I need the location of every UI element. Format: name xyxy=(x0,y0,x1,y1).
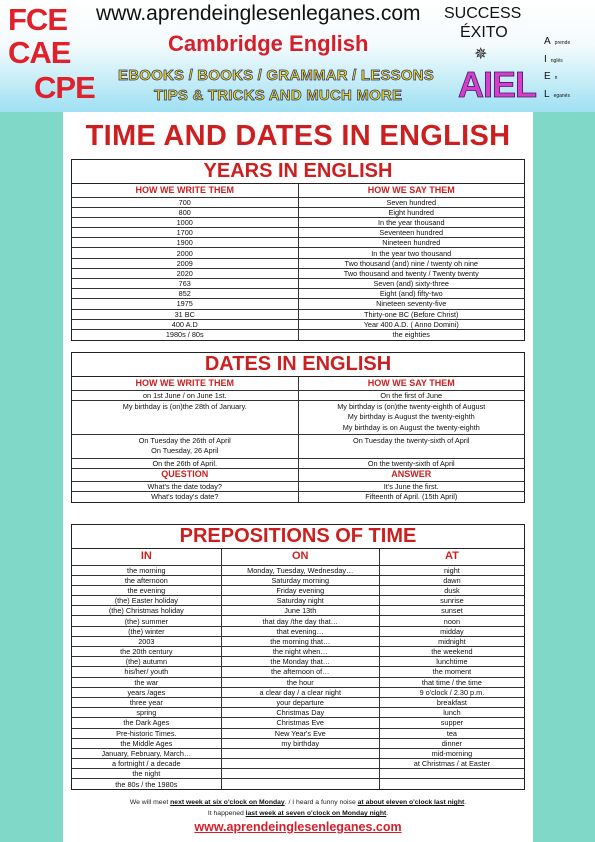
example-highlight: last week at seven o'clock on Monday night xyxy=(245,810,387,817)
table-row xyxy=(72,390,524,400)
example-highlight: next week at six o'clock on Monday xyxy=(170,799,285,806)
table-cell: dawn xyxy=(379,575,524,585)
exito-label: ÉXITO xyxy=(460,24,508,41)
acronym-l: Leganés xyxy=(544,89,570,100)
table-cell: My birthday is (on)the 28th of January. xyxy=(72,400,298,434)
table-row xyxy=(72,434,524,458)
table-cell xyxy=(221,759,379,769)
table-row xyxy=(72,708,524,718)
dates-col-answer: ANSWER xyxy=(298,468,524,481)
table-cell: In the year thousand xyxy=(298,217,524,227)
table-row xyxy=(72,329,524,339)
table-cell: 2020 xyxy=(72,268,298,278)
exam-fce: FCE xyxy=(8,2,67,37)
dates-col-write: HOW WE WRITE THEM xyxy=(72,377,298,390)
table-cell: June 13th xyxy=(221,606,379,616)
table-cell: Eight hundred xyxy=(298,207,524,217)
prepositions-heading: PREPOSITIONS OF TIME xyxy=(72,525,524,549)
exam-cpe: CPE xyxy=(34,70,95,105)
table-cell xyxy=(379,779,524,789)
example-text: . / I heard a funny noise xyxy=(284,799,358,806)
table-cell: 2009 xyxy=(72,258,298,268)
table-cell: 1700 xyxy=(72,228,298,238)
table-cell: the night xyxy=(72,769,221,779)
example-highlight: at about eleven o'clock last night xyxy=(357,799,465,806)
table-cell: Nineteen seventy-five xyxy=(298,299,524,309)
table-cell: the moment xyxy=(379,667,524,677)
table-cell: Two thousand (and) nine / twenty oh nine xyxy=(298,258,524,268)
table-cell: Monday, Tuesday, Wednesday… xyxy=(221,565,379,575)
table-cell: January, February, March… xyxy=(72,748,221,758)
table-cell: Seven hundred xyxy=(298,197,524,207)
example-text: . xyxy=(464,799,467,806)
table-cell: breakfast xyxy=(379,697,524,707)
table-row xyxy=(72,616,524,626)
table-cell: the Middle Ages xyxy=(72,738,221,748)
table-cell: 1975 xyxy=(72,299,298,309)
table-cell: the afternoon of… xyxy=(221,667,379,677)
table-cell: dinner xyxy=(379,738,524,748)
table-cell: dusk xyxy=(379,585,524,595)
table-row xyxy=(72,657,524,667)
table-cell: my birthday xyxy=(221,738,379,748)
table-cell: a fortnight / a decade xyxy=(72,759,221,769)
table-cell: On the twenty-sixth of April xyxy=(298,458,524,468)
table-cell: On the 26th of April. xyxy=(72,458,298,468)
table-row xyxy=(72,238,524,248)
table-row xyxy=(72,279,524,289)
table-cell: that day /the day that… xyxy=(221,616,379,626)
table-cell: On the first of June xyxy=(298,390,524,400)
table-row xyxy=(72,309,524,319)
table-cell: supper xyxy=(379,718,524,728)
exam-cae: CAE xyxy=(8,35,71,70)
col-at: AT xyxy=(379,549,524,565)
table-row xyxy=(72,248,524,258)
sun-icon: ✵ xyxy=(474,46,488,63)
prepositions-table xyxy=(72,549,524,789)
table-cell: midday xyxy=(379,626,524,636)
table-cell: New Year's Eve xyxy=(221,728,379,738)
table-cell: a clear day / a clear night xyxy=(221,687,379,697)
table-cell: the afternoon xyxy=(72,575,221,585)
years-col-write: HOW WE WRITE THEM xyxy=(72,184,298,197)
table-cell: sunrise xyxy=(379,596,524,606)
page-title: TIME AND DATES IN ENGLISH xyxy=(85,120,511,152)
table-cell: Saturday night xyxy=(221,596,379,606)
table-row xyxy=(72,299,524,309)
example-text: It happened xyxy=(207,810,246,817)
table-cell: the weekend xyxy=(379,647,524,657)
table-cell: sunset xyxy=(379,606,524,616)
dates-table xyxy=(72,377,524,502)
table-row xyxy=(72,268,524,278)
table-row xyxy=(72,492,524,502)
table-row xyxy=(72,636,524,646)
years-heading: YEARS IN ENGLISH xyxy=(72,160,524,184)
table-cell: (the) autumn xyxy=(72,657,221,667)
site-url-top[interactable]: www.aprendeinglesenleganes.com xyxy=(96,2,421,25)
table-cell: What's the date today? xyxy=(72,481,298,491)
table-cell: that evening… xyxy=(221,626,379,636)
years-section xyxy=(71,159,525,341)
acronym-e: En xyxy=(544,71,558,82)
aiel-logo: AIEL xyxy=(458,64,537,105)
table-row xyxy=(72,728,524,738)
table-cell: (the) Christmas holiday xyxy=(72,606,221,616)
table-cell: Eight (and) fifty-two xyxy=(298,289,524,299)
table-cell: Christmas Day xyxy=(221,708,379,718)
table-cell: Nineteen hundred xyxy=(298,238,524,248)
table-cell xyxy=(298,400,524,434)
table-row xyxy=(72,748,524,758)
dates-col-say: HOW WE SAY THEM xyxy=(298,377,524,390)
example-text: We will meet xyxy=(129,799,171,806)
site-url-footer[interactable]: www.aprendeinglesenleganes.com xyxy=(194,820,402,834)
date-variant: My birthday is (on)the twenty-eighth of August xyxy=(337,401,486,411)
cambridge-english-label: Cambridge English xyxy=(168,31,369,56)
table-row xyxy=(72,565,524,575)
dates-section xyxy=(71,352,525,503)
table-row xyxy=(72,207,524,217)
table-cell: the 20th century xyxy=(72,647,221,657)
table-cell: In the year two thousand xyxy=(298,248,524,258)
table-cell: 700 xyxy=(72,197,298,207)
table-row xyxy=(72,779,524,789)
table-row xyxy=(72,718,524,728)
table-cell: his/her/ youth xyxy=(72,667,221,677)
table-row xyxy=(72,197,524,207)
worksheet-page xyxy=(63,112,533,842)
date-variant: My birthday is on August the twenty-eighth xyxy=(342,422,480,432)
date-variant: On Tuesday, 26 April xyxy=(151,446,219,456)
table-cell: midnight xyxy=(379,636,524,646)
table-cell: Saturday morning xyxy=(221,575,379,585)
table-row xyxy=(72,217,524,227)
table-cell: the morning xyxy=(72,565,221,575)
table-cell: 763 xyxy=(72,279,298,289)
table-cell: the 80s / the 1980s xyxy=(72,779,221,789)
table-cell xyxy=(72,434,298,458)
table-row xyxy=(72,647,524,657)
header-banner xyxy=(0,0,595,112)
table-cell: the eighties xyxy=(298,329,524,339)
table-cell: (the) Easter holiday xyxy=(72,596,221,606)
table-cell xyxy=(221,779,379,789)
table-row xyxy=(72,289,524,299)
table-row xyxy=(72,769,524,779)
date-variant: On Tuesday the 26th of April xyxy=(138,435,231,445)
table-cell: your departure xyxy=(221,697,379,707)
col-in: IN xyxy=(72,549,221,565)
table-cell: 400 A.D xyxy=(72,319,298,329)
acronym-i: Inglés xyxy=(544,54,563,65)
table-cell xyxy=(379,769,524,779)
example-sentence-2 xyxy=(63,810,533,817)
table-cell: the war xyxy=(72,677,221,687)
table-cell xyxy=(221,748,379,758)
table-cell: Two thousand and twenty / Twenty twenty xyxy=(298,268,524,278)
table-row xyxy=(72,626,524,636)
example-sentence-1 xyxy=(63,799,533,806)
table-cell: mid-morning xyxy=(379,748,524,758)
tagline-secondary: TIPS & TRICKS AND MUCH MORE xyxy=(154,87,403,104)
table-cell: the hour xyxy=(221,677,379,687)
table-cell: Seven (and) sixty-three xyxy=(298,279,524,289)
years-table xyxy=(72,184,524,340)
table-cell: Seventeen hundred xyxy=(298,228,524,238)
table-cell: (the) winter xyxy=(72,626,221,636)
table-cell: on 1st June / on June 1st. xyxy=(72,390,298,400)
table-cell: What's today's date? xyxy=(72,492,298,502)
table-cell: 1000 xyxy=(72,217,298,227)
table-cell: 2000 xyxy=(72,248,298,258)
table-row xyxy=(72,738,524,748)
table-cell: lunchtime xyxy=(379,657,524,667)
table-cell: noon xyxy=(379,616,524,626)
table-cell: On Tuesday the twenty-sixth of April xyxy=(298,434,524,458)
table-row xyxy=(72,458,524,468)
table-cell: the Monday that… xyxy=(221,657,379,667)
table-cell: It's June the first. xyxy=(298,481,524,491)
table-cell: at Christmas / at Easter xyxy=(379,759,524,769)
table-cell: 1900 xyxy=(72,238,298,248)
table-cell: Friday evening xyxy=(221,585,379,595)
acronym-a: Aprende xyxy=(544,36,571,47)
table-cell: the morning that… xyxy=(221,636,379,646)
table-cell: Pre-historic Times. xyxy=(72,728,221,738)
table-cell: the evening xyxy=(72,585,221,595)
years-col-say: HOW WE SAY THEM xyxy=(298,184,524,197)
table-row xyxy=(72,575,524,585)
dates-col-question: QUESTION xyxy=(72,468,298,481)
table-row xyxy=(72,228,524,238)
table-row xyxy=(72,319,524,329)
table-row xyxy=(72,677,524,687)
table-row xyxy=(72,687,524,697)
table-cell: the night when… xyxy=(221,647,379,657)
dates-heading: DATES IN ENGLISH xyxy=(72,353,524,377)
table-row xyxy=(72,606,524,616)
table-cell: 2003 xyxy=(72,636,221,646)
table-row xyxy=(72,258,524,268)
table-row xyxy=(72,481,524,491)
table-row xyxy=(72,759,524,769)
date-variant: My birthday is August the twenty-eighth xyxy=(347,412,475,422)
table-cell: Fifteenth of April. (15th April) xyxy=(298,492,524,502)
table-cell: Christmas Eve xyxy=(221,718,379,728)
table-cell: spring xyxy=(72,708,221,718)
example-text: . xyxy=(386,810,389,817)
success-label: SUCCESS xyxy=(444,5,522,22)
table-cell: Year 400 A.D. ( Anno Domini) xyxy=(298,319,524,329)
col-on: ON xyxy=(221,549,379,565)
table-cell: 31 BC xyxy=(72,309,298,319)
prepositions-section xyxy=(71,524,525,790)
table-cell xyxy=(221,769,379,779)
table-cell: 1980s / 80s xyxy=(72,329,298,339)
table-cell: 9 o'clock / 2.30 p.m. xyxy=(379,687,524,697)
table-row xyxy=(72,667,524,677)
table-cell: that time / the time xyxy=(379,677,524,687)
table-cell: (the) summer xyxy=(72,616,221,626)
table-cell: the Dark Ages xyxy=(72,718,221,728)
table-cell: three year xyxy=(72,697,221,707)
table-row xyxy=(72,596,524,606)
table-row xyxy=(72,400,524,434)
table-row xyxy=(72,697,524,707)
table-cell: night xyxy=(379,565,524,575)
table-cell: tea xyxy=(379,728,524,738)
table-row xyxy=(72,585,524,595)
table-cell: lunch xyxy=(379,708,524,718)
table-cell: 800 xyxy=(72,207,298,217)
table-cell: Thirty-one BC (Before Christ) xyxy=(298,309,524,319)
table-cell: years /ages xyxy=(72,687,221,697)
table-cell: 852 xyxy=(72,289,298,299)
tagline-primary: EBOOKS / BOOKS / GRAMMAR / LESSONS xyxy=(118,67,434,84)
